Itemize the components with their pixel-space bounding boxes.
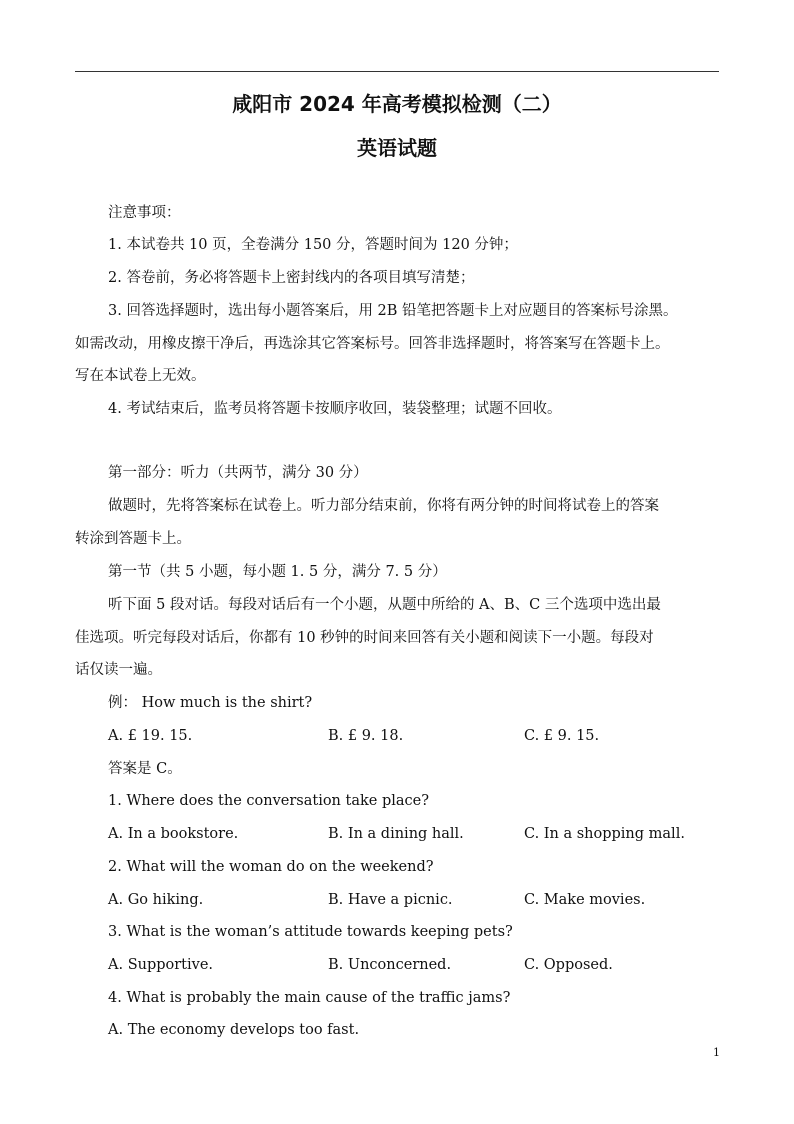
example-option-a: A. £ 19. 15. bbox=[108, 728, 193, 744]
note-item-1: 1. 本试卷共 10 页，全卷满分 150 分，答题时间为 120 分钟； bbox=[108, 237, 518, 253]
section1-heading: 第一节（共 5 小题，每小题 1. 5 分，满分 7. 5 分） bbox=[108, 564, 447, 580]
question-1-option-a: A. In a bookstore. bbox=[108, 826, 239, 842]
example-question: 例： How much is the shirt? bbox=[108, 695, 313, 711]
note-item-3-line-1: 3. 回答选择题时，选出每小题答案后，用 2B 铅笔把答题卡上对应题目的答案标号涂黑。 bbox=[108, 303, 678, 319]
example-option-c: C. £ 9. 15. bbox=[524, 728, 600, 744]
question-1-option-b: B. In a dining hall. bbox=[328, 826, 464, 842]
section1-line-1: 听下面 5 段对话。每段对话后有一个小题，从题中所给的 A、B、C 三个选项中选出最 bbox=[108, 597, 661, 613]
question-2: 2. What will the woman do on the weekend? bbox=[108, 859, 434, 875]
question-3: 3. What is the woman’s attitude towards keeping pets? bbox=[108, 924, 513, 940]
notes-heading: 注意事项： bbox=[108, 205, 181, 221]
part1-instruction-line-1: 做题时，先将答案标在试卷上。听力部分结束前，你将有两分钟的时间将试卷上的答案 bbox=[108, 498, 659, 514]
part1-instruction-line-2: 转涂到答题卡上。 bbox=[75, 531, 191, 547]
section1-line-3: 话仅读一遍。 bbox=[75, 662, 162, 678]
section1-line-2: 佳选项。听完每段对话后，你都有 10 秒钟的时间来回答有关小题和阅读下一小题。每段对 bbox=[75, 630, 654, 646]
header-rule bbox=[75, 71, 719, 72]
question-4-option-a: A. The economy develops too fast. bbox=[108, 1022, 360, 1038]
note-item-3-line-2: 如需改动，用橡皮擦干净后，再选涂其它答案标号。回答非选择题时，将答案写在答题卡上。 bbox=[75, 336, 670, 352]
part1-heading: 第一部分：听力（共两节，满分 30 分） bbox=[108, 465, 368, 481]
exam-subtitle: 英语试题 bbox=[357, 136, 437, 160]
question-3-option-a: A. Supportive. bbox=[108, 957, 214, 973]
question-2-option-a: A. Go hiking. bbox=[108, 892, 204, 908]
question-1-option-c: C. In a shopping mall. bbox=[524, 826, 685, 842]
question-3-option-b: B. Unconcerned. bbox=[328, 957, 452, 973]
example-answer: 答案是 C。 bbox=[108, 761, 182, 777]
question-1: 1. Where does the conversation take place? bbox=[108, 793, 429, 809]
question-4: 4. What is probably the main cause of the traffic jams? bbox=[108, 990, 511, 1006]
page-number: 1 bbox=[713, 1046, 720, 1059]
note-item-3-line-3: 写在本试卷上无效。 bbox=[75, 368, 206, 384]
note-item-4: 4. 考试结束后，监考员将答题卡按顺序收回，装袋整理；试题不回收。 bbox=[108, 401, 562, 417]
question-2-option-c: C. Make movies. bbox=[524, 892, 646, 908]
question-2-option-b: B. Have a picnic. bbox=[328, 892, 453, 908]
exam-title: 咸阳市 2024 年高考模拟检测（二） bbox=[232, 92, 562, 116]
note-item-2: 2. 答卷前，务必将答题卡上密封线内的各项目填写清楚； bbox=[108, 270, 475, 286]
question-3-option-c: C. Opposed. bbox=[524, 957, 613, 973]
example-option-b: B. £ 9. 18. bbox=[328, 728, 404, 744]
